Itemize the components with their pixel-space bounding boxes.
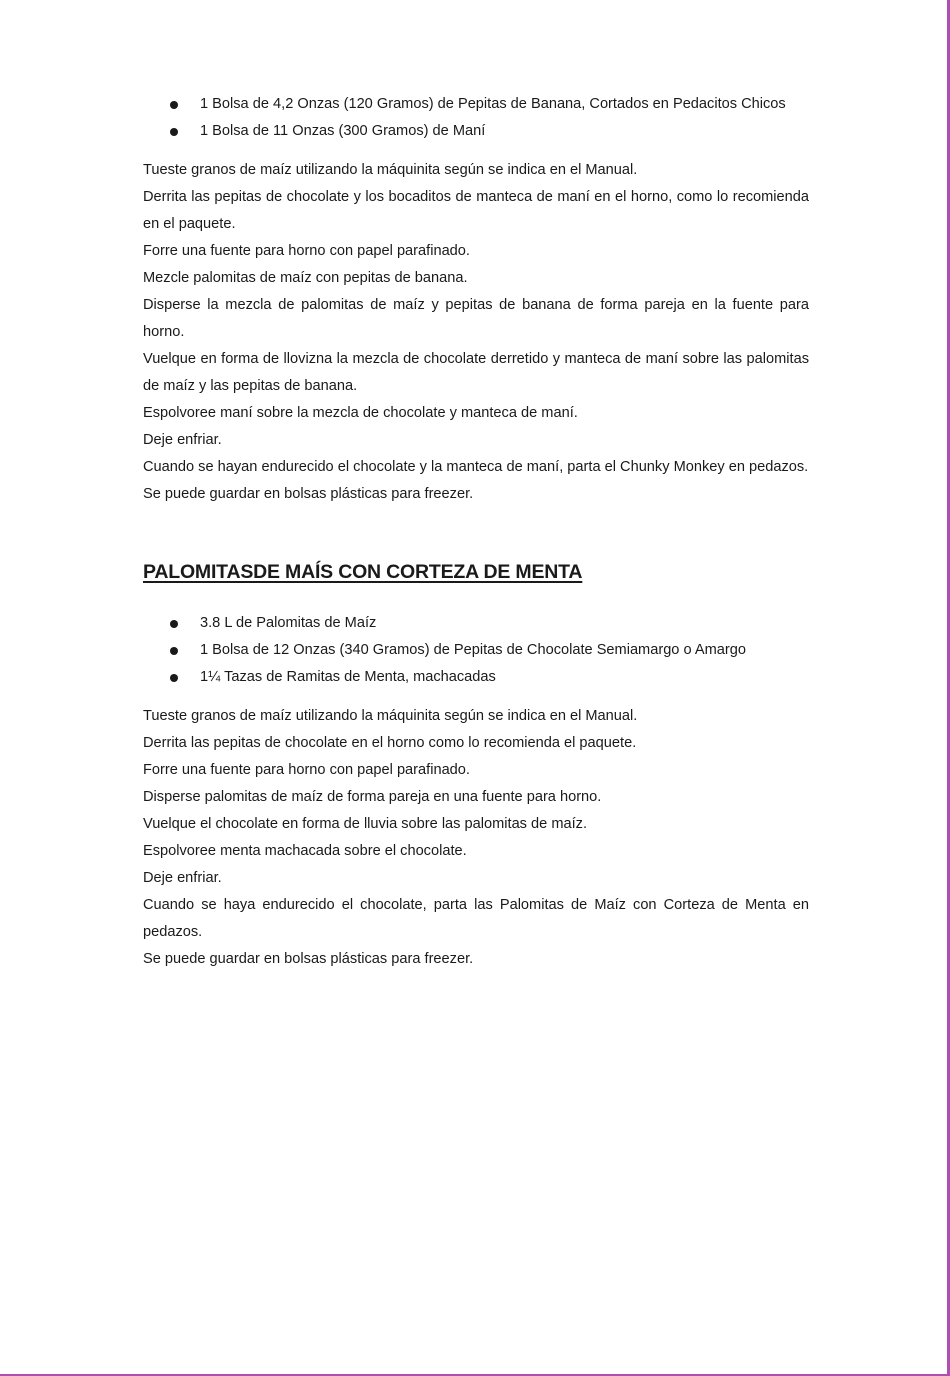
instruction-step: Vuelque el chocolate en forma de lluvia sobre las palomitas de maíz.: [143, 816, 588, 832]
bullet-icon: [170, 128, 178, 136]
instruction-step: Mezcle palomitas de maíz con pepitas de banana.: [143, 270, 468, 286]
instruction-step: Forre una fuente para horno con papel parafinado.: [143, 243, 470, 259]
ingredient-item: [143, 118, 809, 145]
ingredient-item: [143, 664, 809, 691]
instruction-step: Tueste granos de maíz utilizando la máquinita según se indica en el Manual.: [143, 162, 638, 178]
bullet-icon: [170, 620, 178, 628]
bullet-icon: [170, 647, 178, 655]
ingredient-list: [143, 91, 809, 145]
instruction-step: Derrita las pepitas de chocolate en el horno como lo recomienda el paquete.: [143, 735, 637, 751]
instruction-step: Deje enfriar.: [143, 870, 222, 886]
bullet-icon: [170, 674, 178, 682]
ingredient-text: 1 Bolsa de 4,2 Onzas (120 Gramos) de Pepitas de Banana, Cortados en Pedacitos Chicos: [200, 96, 786, 112]
instruction-step: Tueste granos de maíz utilizando la máquinita según se indica en el Manual.: [143, 708, 638, 724]
instruction-step: Se puede guardar en bolsas plásticas para freezer.: [143, 486, 474, 502]
ingredient-text: 1¼ Tazas de Ramitas de Menta, machacadas: [200, 669, 496, 685]
ingredient-text: 1 Bolsa de 12 Onzas (340 Gramos) de Pepitas de Chocolate Semiamargo o Amargo: [200, 642, 746, 658]
ingredient-list: [143, 610, 809, 691]
instruction-step: Disperse palomitas de maíz de forma pareja en una fuente para horno.: [143, 789, 602, 805]
instruction-step: Se puede guardar en bolsas plásticas para freezer.: [143, 951, 474, 967]
instruction-step: Forre una fuente para horno con papel parafinado.: [143, 762, 470, 778]
instruction-step: Vuelque en forma de llovizna la mezcla de chocolate derretido y manteca de maní sobre las palomitas de maíz y las pepitas de banana.: [143, 351, 809, 394]
instruction-list: [143, 703, 809, 973]
instruction-step: Cuando se haya endurecido el chocolate, parta las Palomitas de Maíz con Corteza de Menta en pedazos.: [143, 897, 809, 940]
document-page: [143, 91, 809, 973]
instruction-step: Derrita las pepitas de chocolate y los bocaditos de manteca de maní en el horno, como lo recomienda en el paquete.: [143, 189, 809, 232]
instruction-step: Deje enfriar.: [143, 432, 222, 448]
ingredient-item: [143, 91, 809, 118]
instruction-list: [143, 157, 809, 508]
ingredient-text: 3.8 L de Palomitas de Maíz: [200, 615, 377, 631]
instruction-step: Espolvoree maní sobre la mezcla de chocolate y manteca de maní.: [143, 405, 578, 421]
recipe-title: PALOMITASDE MAÍS CON CORTEZA DE MENTA: [143, 561, 583, 583]
instruction-step: Disperse la mezcla de palomitas de maíz y pepitas de banana de forma pareja en la fuente para horno.: [143, 297, 809, 340]
bullet-icon: [170, 101, 178, 109]
recipe-section-chunky-monkey: [143, 91, 809, 508]
ingredient-item: [143, 637, 809, 664]
ingredient-item: [143, 610, 809, 637]
instruction-step: Cuando se hayan endurecido el chocolate y la manteca de maní, parta el Chunky Monkey en pedazos.: [143, 459, 809, 475]
ingredient-text: 1 Bolsa de 11 Onzas (300 Gramos) de Maní: [200, 123, 486, 139]
instruction-step: Espolvoree menta machacada sobre el chocolate.: [143, 843, 467, 859]
recipe-section-mint-bark: [143, 559, 809, 973]
